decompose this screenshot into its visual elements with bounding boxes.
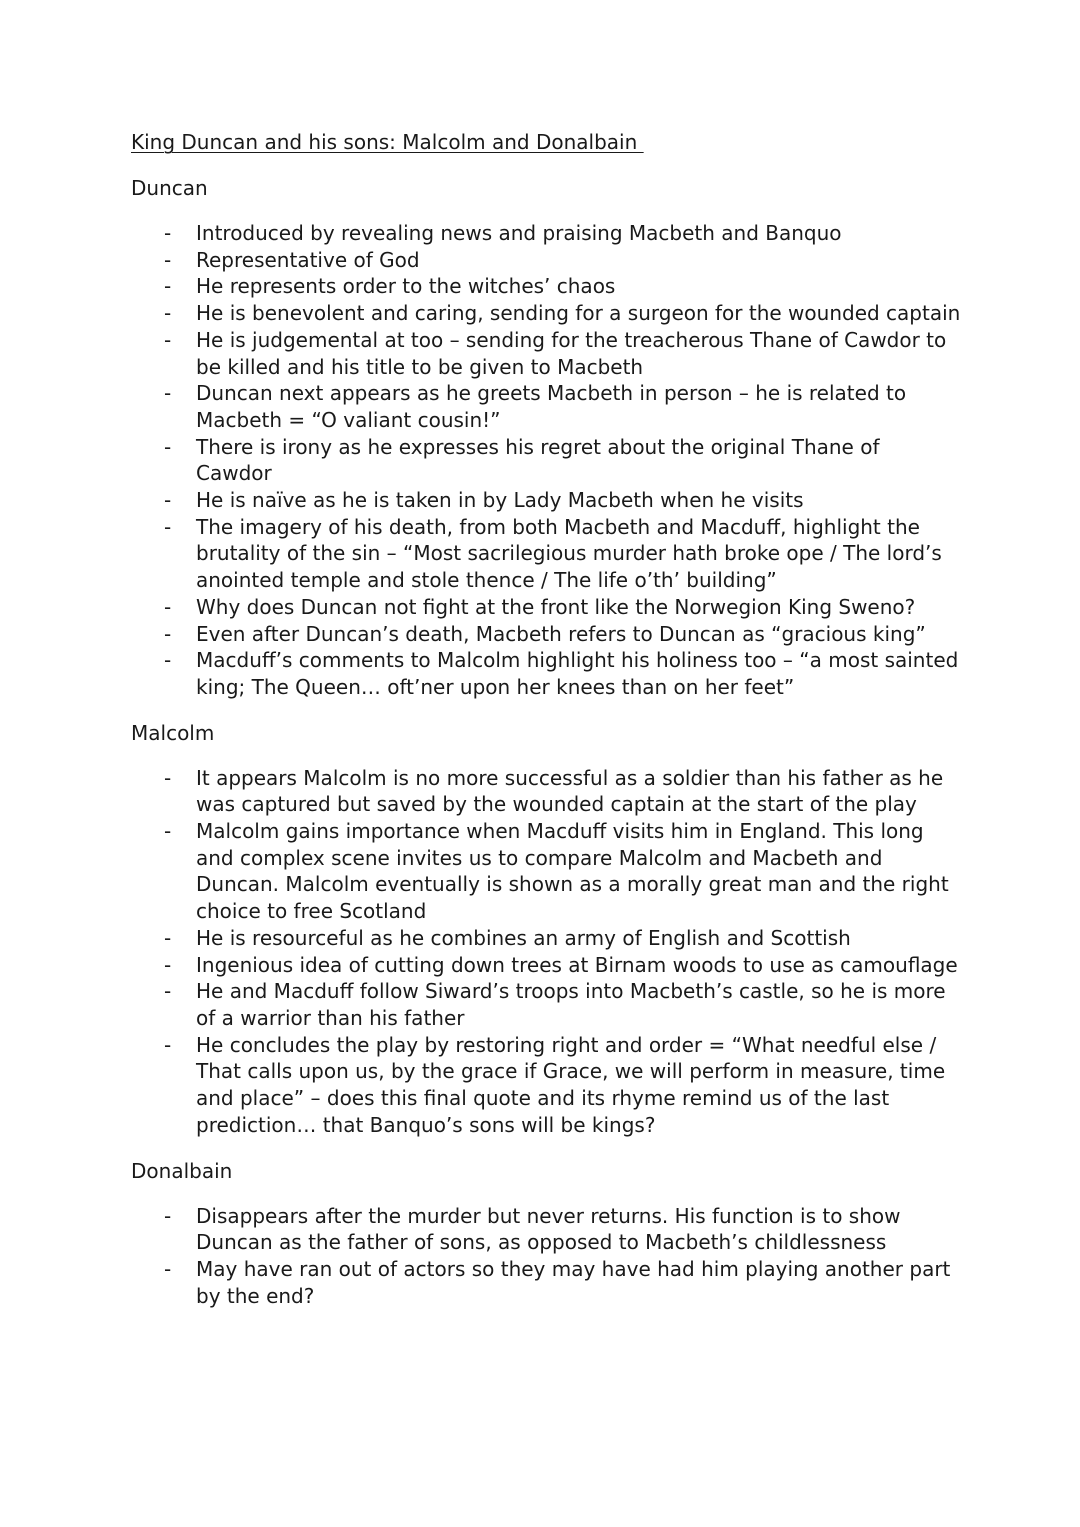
list-item bbox=[131, 978, 961, 1031]
dash-bullet-icon: - bbox=[164, 925, 172, 950]
dash-bullet-icon: - bbox=[164, 221, 172, 245]
dash-bullet-icon: - bbox=[164, 381, 172, 406]
list-item-text: Representative of God bbox=[196, 247, 420, 272]
list-item bbox=[131, 1256, 961, 1309]
document-page bbox=[131, 129, 961, 1328]
list-item-text: He is judgemental at too – sending for the treacherous Thane of Cawdor to be killed and his title to be given to Macbeth bbox=[196, 327, 947, 379]
dash-bullet-icon: - bbox=[164, 648, 172, 673]
list-item bbox=[131, 300, 961, 327]
list-item-text: He and Macduff follow Siward’s troops into Macbeth’s castle, so he is more of a warrior than his father bbox=[196, 979, 946, 1030]
list-item-text: Malcolm gains importance when Macduff visits him in England. This long and complex scene invites us to compare Malcolm and Macbeth and Duncan. Malcolm eventually is shown as a morally great man and the right choice to free Scotland bbox=[196, 819, 949, 924]
dash-bullet-icon: - bbox=[164, 1203, 172, 1228]
list-item bbox=[131, 952, 961, 979]
section-donalbain bbox=[131, 1158, 961, 1310]
bullet-list bbox=[131, 765, 961, 1139]
dash-bullet-icon: - bbox=[164, 819, 172, 844]
dash-bullet-icon: - bbox=[164, 327, 172, 352]
bullet-list bbox=[131, 220, 961, 701]
list-item bbox=[131, 487, 961, 514]
list-item-text: Macduff’s comments to Malcolm highlight his holiness too – “a most sainted king; The Queen… oft’ner upon her knees than on her feet” bbox=[196, 648, 959, 699]
dash-bullet-icon: - bbox=[164, 621, 172, 646]
list-item-text: He is naïve as he is taken in by Lady Macbeth when he visits bbox=[196, 488, 804, 513]
dash-bullet-icon: - bbox=[164, 979, 172, 1004]
dash-bullet-icon: - bbox=[164, 952, 172, 977]
list-item-text: Why does Duncan not fight at the front like the Norwegion King Sweno? bbox=[196, 594, 916, 619]
list-item-text: Ingenious idea of cutting down trees at Birnam woods to use as camouflage bbox=[196, 952, 958, 977]
list-item bbox=[131, 647, 961, 700]
dash-bullet-icon: - bbox=[164, 247, 172, 272]
list-item bbox=[131, 925, 961, 952]
dash-bullet-icon: - bbox=[164, 514, 172, 539]
list-item bbox=[131, 1032, 961, 1139]
dash-bullet-icon: - bbox=[164, 434, 172, 459]
list-item-text: Disappears after the murder but never returns. His function is to show Duncan as the father of sons, as opposed to Macbeth’s childlessness bbox=[196, 1203, 901, 1255]
dash-bullet-icon: - bbox=[164, 1256, 172, 1281]
dash-bullet-icon: - bbox=[164, 488, 172, 513]
dash-bullet-icon: - bbox=[164, 274, 172, 299]
list-item-text: May have ran out of actors so they may have had him playing another part by the end? bbox=[196, 1256, 951, 1308]
list-item-text: There is irony as he expresses his regret about the original Thane of Cawdor bbox=[196, 434, 880, 486]
list-item bbox=[131, 247, 961, 274]
list-item-text: The imagery of his death, from both Macbeth and Macduff, highlight the brutality of the sin – “Most sacrilegious murder hath broke ope / The lord’s anointed temple and stole thence / The life o’th’ building” bbox=[196, 514, 942, 593]
list-item bbox=[131, 327, 961, 380]
document-title: King Duncan and his sons: Malcolm and Donalbain bbox=[131, 130, 644, 154]
list-item bbox=[131, 765, 961, 818]
list-item bbox=[131, 594, 961, 621]
list-item bbox=[131, 220, 961, 247]
section-heading: Malcolm bbox=[131, 720, 215, 745]
list-item-text: He concludes the play by restoring right and order = “What needful else / That calls upon us, by the grace if Grace, we will perform in measure, time and place” – does this final quote and its rhyme remind us of the last prediction… that Banquo’s sons will be kings? bbox=[196, 1032, 946, 1137]
list-item bbox=[131, 273, 961, 300]
list-item-text: He is resourceful as he combines an army of English and Scottish bbox=[196, 925, 851, 950]
list-item-text: He is benevolent and caring, sending for a surgeon for the wounded captain bbox=[196, 301, 961, 326]
list-item bbox=[131, 1203, 961, 1256]
list-item-text: Duncan next appears as he greets Macbeth in person – he is related to Macbeth = “O valiant cousin!” bbox=[196, 381, 907, 432]
list-item-text: It appears Malcolm is no more successful as a soldier than his father as he was captured but saved by the wounded captain at the start of the play bbox=[196, 765, 944, 817]
list-item bbox=[131, 380, 961, 433]
list-item-text: He represents order to the witches’ chaos bbox=[196, 274, 616, 299]
bullet-list bbox=[131, 1203, 961, 1310]
list-item bbox=[131, 434, 961, 487]
section-heading: Duncan bbox=[131, 176, 208, 200]
dash-bullet-icon: - bbox=[164, 594, 172, 619]
section-duncan bbox=[131, 175, 961, 701]
list-item-text: Even after Duncan’s death, Macbeth refers to Duncan as “gracious king” bbox=[196, 621, 926, 646]
list-item-text: Introduced by revealing news and praising Macbeth and Banquo bbox=[196, 221, 842, 245]
list-item bbox=[131, 818, 961, 925]
dash-bullet-icon: - bbox=[164, 301, 172, 326]
dash-bullet-icon: - bbox=[164, 765, 172, 790]
dash-bullet-icon: - bbox=[164, 1032, 172, 1057]
section-heading: Donalbain bbox=[131, 1158, 233, 1183]
list-item bbox=[131, 621, 961, 648]
list-item bbox=[131, 514, 961, 594]
section-malcolm bbox=[131, 720, 961, 1139]
